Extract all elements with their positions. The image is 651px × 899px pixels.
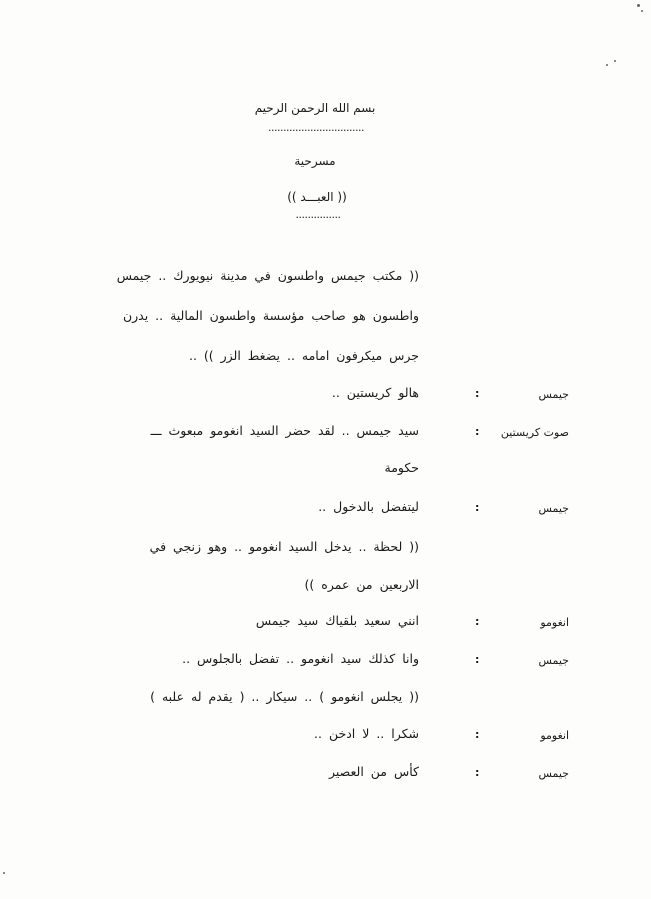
title-rule: ...............	[295, 208, 341, 221]
speaker-name: انغومو	[540, 729, 569, 742]
scan-speck	[614, 60, 616, 62]
basmala-rule: ................................	[268, 121, 364, 134]
speaker-separator: :	[475, 728, 480, 741]
scan-speck	[606, 64, 608, 66]
genre-heading: مسرحية	[294, 154, 336, 168]
speaker-separator: :	[475, 387, 480, 400]
dialogue-line: سيد جيمس .. لقد حضر السيد انغومو مبعوث ـــ	[150, 423, 419, 438]
dialogue-line: انني سعيد بلقياك سيد جيمس	[255, 613, 419, 628]
stage-direction-line: (( مكتب جيمس واطسون في مدينة نيويورك .. جيمس	[116, 268, 419, 283]
speaker-name: صوت كريستين	[500, 426, 569, 439]
stage-direction-line: (( لحظة .. يدخل السيد انغومو .. وهو زنجي في	[149, 539, 419, 554]
speaker-name: جيمس	[538, 502, 569, 515]
dialogue-line: كأس من العصير	[329, 764, 419, 779]
stage-direction-line: (( يجلس انغومو ) .. سيكار .. ( يقدم له علبه )	[150, 689, 419, 704]
dialogue-line: وانا كذلك سيد انغومو .. تفضل بالجلوس ..	[182, 651, 419, 666]
scan-speck	[3, 872, 5, 874]
play-title: (( العبـــد ))	[287, 190, 347, 204]
stage-direction-line: جرس ميكرفون امامه .. يضغط الزر )) ..	[188, 348, 419, 363]
speaker-separator: :	[475, 501, 480, 514]
dialogue-line: هالو كريستين ..	[331, 385, 419, 400]
speaker-separator: :	[475, 766, 480, 779]
stage-direction-line: الاربعين من عمره ))	[304, 577, 419, 592]
stage-direction-line: واطسون هو صاحب مؤسسة واطسون المالية .. يدرن	[122, 308, 419, 323]
speaker-separator: :	[475, 653, 480, 666]
speaker-separator: :	[475, 425, 480, 438]
scan-speck	[637, 4, 640, 7]
speaker-name: جيمس	[538, 388, 569, 401]
scan-speck	[641, 10, 643, 12]
dialogue-line: حكومة	[384, 460, 419, 475]
speaker-name: جيمس	[538, 767, 569, 780]
dialogue-line: ليتفضل بالدخول ..	[318, 499, 419, 514]
speaker-name: انغومو	[540, 616, 569, 629]
speaker-separator: :	[475, 615, 480, 628]
basmala: بسم الله الرحمن الرحيم	[254, 101, 376, 115]
dialogue-line: شكرا .. لا ادخن ..	[314, 726, 419, 741]
speaker-name: جيمس	[538, 654, 569, 667]
